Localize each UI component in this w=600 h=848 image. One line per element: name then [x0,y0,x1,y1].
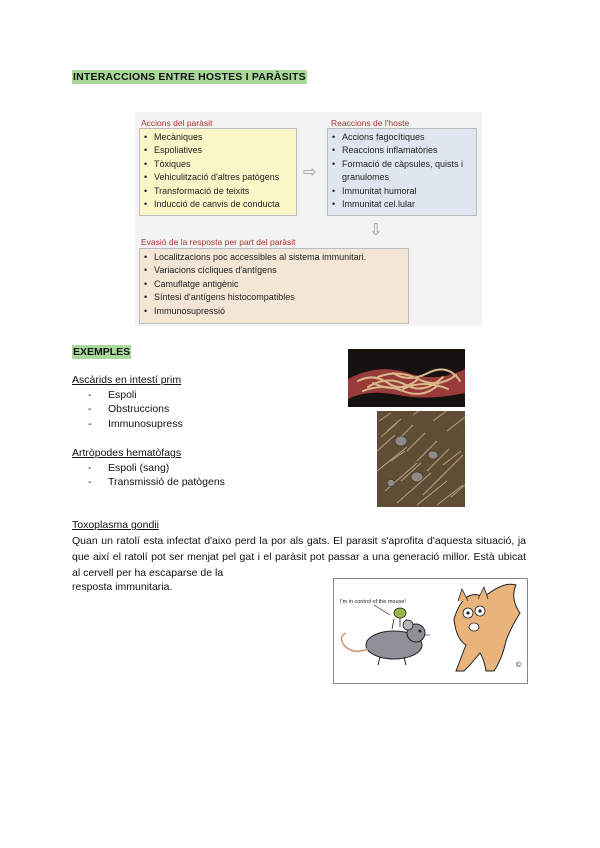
arthropods-section [72,446,225,490]
ticks-on-hedgehog-photo [377,411,465,507]
cartoon-speech: I'm in control of the mouse! [340,599,406,605]
cat-figure [454,584,520,671]
list-item: • Accions fagocítiques [332,131,472,144]
list-item: • Immunitat humoral [332,185,472,198]
roundworms-photo [348,349,465,407]
ascarids-section [72,373,183,431]
list-item: • Variacions cícliques d'antígens [144,264,404,277]
list-item: - Espoli (sang) [72,461,225,476]
list-item: • Reaccions inflamatòries [332,144,472,157]
list-item: - Immunosupress [72,417,183,432]
mouse-cat-cartoon [333,578,528,684]
host-reactions-label: Reaccions de l'hoste [331,118,410,128]
list-item: • Tòxiques [144,158,292,171]
list-item: • Vehiculització d'altres patògens [144,171,292,184]
list-item: - Obstruccions [72,402,183,417]
list-item: • Camuflatge antigènic [144,278,404,291]
toxoplasma-text-end: resposta immunitaria. [72,581,173,593]
parasite-actions-label: Accions del paràsit [141,118,213,128]
list-item: • Síntesi d'antígens histocompatibles [144,291,404,304]
list-item: • Espoliatives [144,144,292,157]
list-item: • Inducció de canvis de conducta [144,198,292,211]
list-item: - Transmissió de patògens [72,475,225,490]
list-item: • Transformació de teixits [144,185,292,198]
toxoplasma-text: Quan un ratolí esta infectat d'aixo perd la por als gats. El parasit s'aprofita d'aquesta situació, ja que així el ratolí pot ser menjat pel gat i el paràsit pot passar a una generació millor. Està ubicat al cervell per ha escaparse de la [72,535,526,579]
host-reactions-box [327,128,477,216]
list-item: • Immunosupressió [144,305,404,318]
parasite-actions-box [139,128,297,216]
arthropods-heading: Artròpodes hematòfags [72,447,182,459]
page-title: INTERACCIONS ENTRE HOSTES I PARÀSITS [73,71,306,83]
mouse-figure [341,620,430,665]
list-item: - Espoli [72,388,183,403]
examples-title: EXEMPLES [73,346,131,358]
arrow-down-icon: ⇩ [369,222,383,239]
ascarids-heading: Ascàrids en intestí prim [72,374,182,386]
toxoplasma-heading: Toxoplasma gondii [72,519,159,531]
toxoplasma-paragraph [72,533,526,581]
list-item: • Immunitat cel.lular [332,198,472,211]
list-item: • Mecàniques [144,131,292,144]
copyright-mark: © [516,662,522,669]
interaction-diagram [135,112,482,326]
evasion-box [139,248,409,324]
arrow-right-icon: ⇨ [303,164,317,181]
evasion-label: Evasió de la resposta per part del paràsit [141,237,296,247]
list-item: • Formació de càpsules, quists i granulomes [332,158,472,185]
list-item: • Localitzacions poc accessibles al sistema immunitari. [144,251,404,264]
